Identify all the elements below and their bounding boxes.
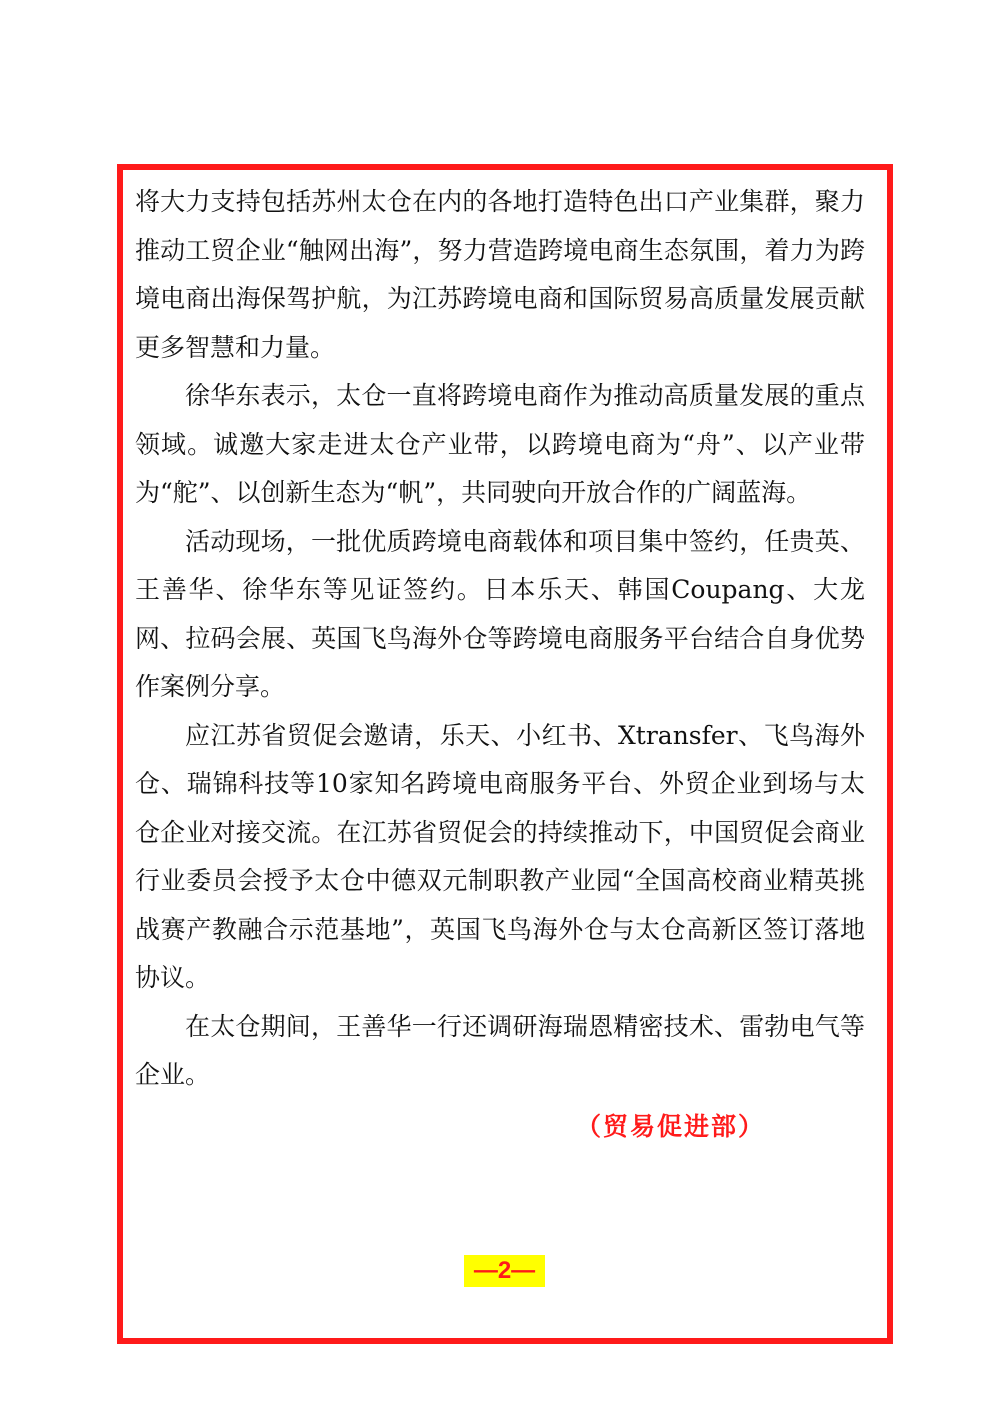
paragraph-xu-huadong-remarks: 徐华东表示，太仓一直将跨境电商作为推动高质量发展的重点领域。诚邀大家走进太仓产业带，以跨境电商为“舟”、以产业带为“舵”、以创新生态为“帆”，共同驶向开放合作的广阔蓝海。 bbox=[135, 381, 865, 507]
paragraph-platform-exchange: 应江苏省贸促会邀请，乐天、小红书、Xtransfer、飞鸟海外仓、瑞锦科技等10家知名跨境电商服务平台、外贸企业到场与太仓企业对接交流。在江苏省贸促会的持续推动下，中国贸促会商业行业委员会授予太仓中德双元制职教产业园“全国高校商业精英挑战赛产教融合示范基地”，英国飞鸟海外仓与太仓高新区签订落地协议。 bbox=[135, 720, 865, 992]
page-number: —2— bbox=[464, 1255, 545, 1287]
department-signature: （贸易促进部） bbox=[576, 1112, 766, 1141]
paragraph-continuation: 将大力支持包括苏州太仓在内的各地打造特色出口产业集群，聚力推动工贸企业“触网出海”，努力营造跨境电商生态氛围，着力为跨境电商出海保驾护航，为江苏跨境电商和国际贸易高质量发展贡献更多智慧和力量。 bbox=[135, 187, 865, 362]
paragraph-site-visit: 在太仓期间，王善华一行还调研海瑞恩精密技术、雷勃电气等企业。 bbox=[135, 1011, 865, 1089]
article-body bbox=[135, 178, 865, 1100]
paragraph-signing-event: 活动现场，一批优质跨境电商载体和项目集中签约，任贵英、王善华、徐华东等见证签约。日本乐天、韩国Coupang、大龙网、拉码会展、英国飞鸟海外仓等跨境电商服务平台结合自身优势作案例分享。 bbox=[135, 526, 865, 701]
